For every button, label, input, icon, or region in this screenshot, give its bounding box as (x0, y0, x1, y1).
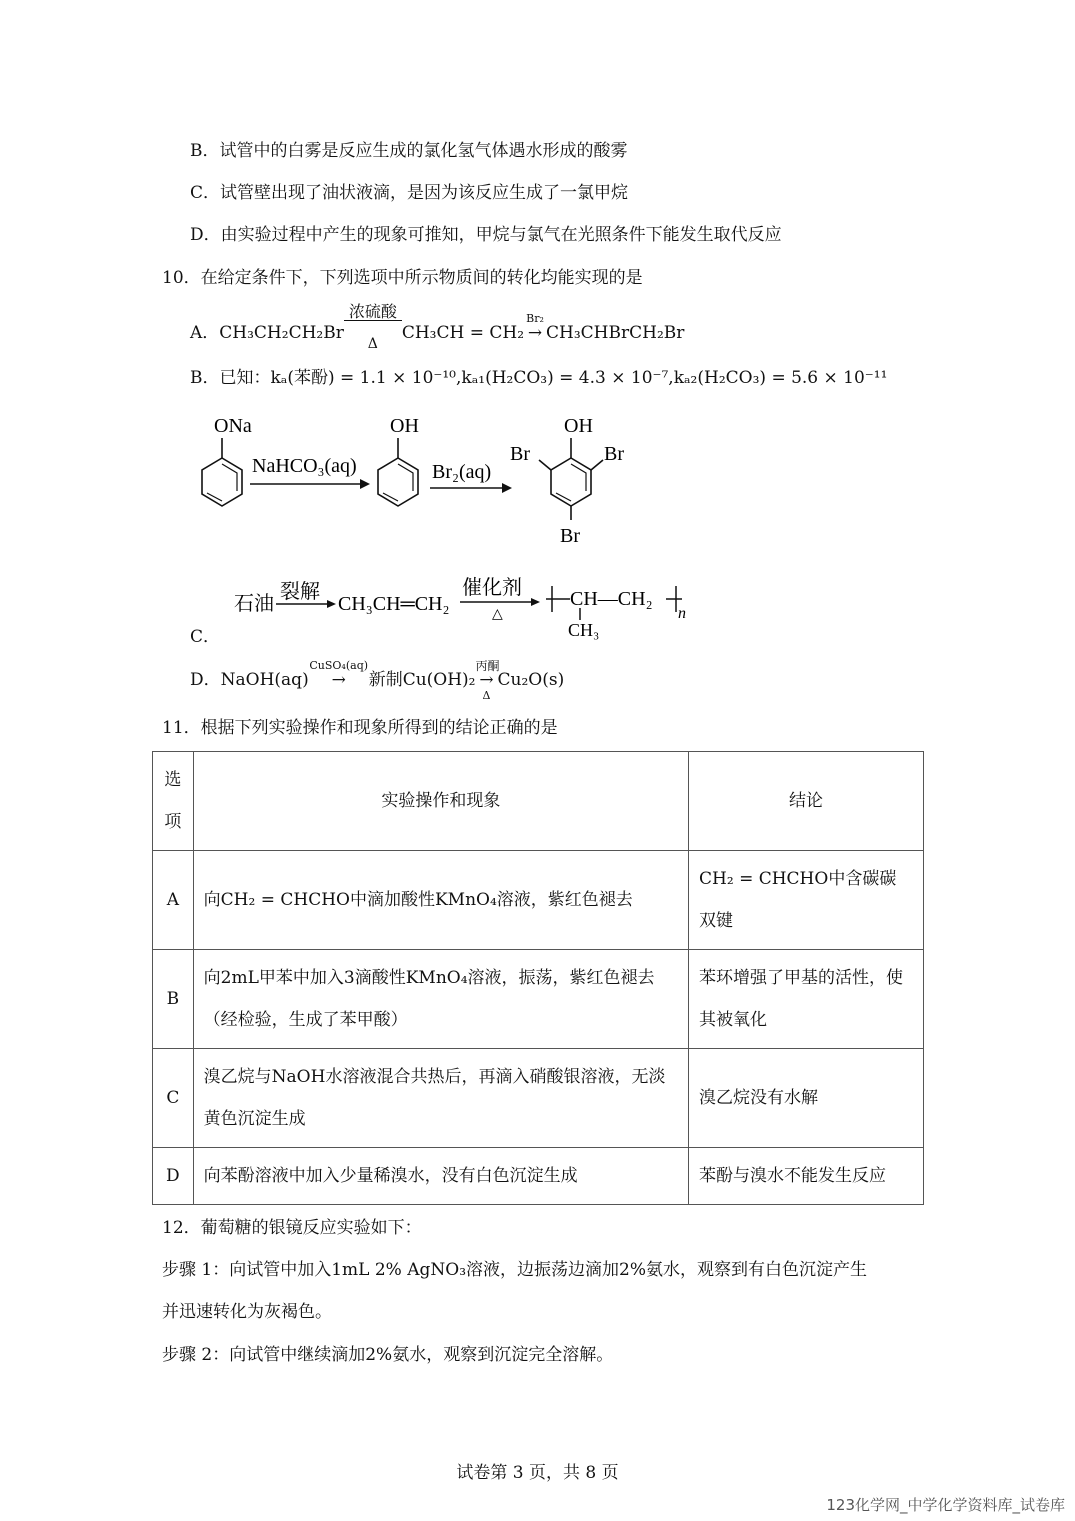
header-operation: 实验操作和现象 (193, 752, 688, 851)
c-middle: CH₃CH═CH₂ (338, 593, 450, 615)
c-polymer-sub: CH₃ (568, 620, 600, 640)
row-operation: 向苯酚溶液中加入少量稀溴水，没有白色沉淀生成 (193, 1148, 688, 1205)
c-cond2-below: △ (492, 607, 503, 622)
q10-option-c-label: C． (190, 627, 221, 647)
q10-a-arrow2: Br₂ → (524, 321, 546, 345)
row-option: B (153, 950, 194, 1049)
q10-d-label: D． (190, 670, 221, 690)
q10-option-b (190, 366, 887, 390)
q10-stem: 10．在给定条件下，下列选项中所示物质间的转化均能实现的是 (162, 268, 643, 288)
row-conclusion: 溴乙烷没有水解 (689, 1049, 924, 1148)
q10-a-arrow1 (344, 302, 402, 352)
q12-step2: 步骤 2：向试管中继续滴加2%氨水，观察到沉淀完全溶解。 (162, 1345, 614, 1365)
row-operation: 向2mL甲苯中加入3滴酸性KMnO₄溶液，振荡，紫红色褪去（经检验，生成了苯甲酸） (193, 950, 688, 1049)
row-option: D (153, 1148, 194, 1205)
sub3-right: Br (604, 443, 624, 465)
table-row (153, 851, 924, 950)
benzene-ring-1 (202, 438, 242, 506)
reagent2-label: Br₂(aq) (432, 461, 492, 483)
benzene-ring-3 (539, 438, 603, 520)
sub3-bottom: Br (560, 525, 580, 547)
q10-a-middle: CH₃CH = CH₂ (401, 323, 525, 343)
q10-c-scheme (230, 572, 700, 642)
row-option: C (153, 1049, 194, 1148)
c-polymer-main: CH—CH₂ (570, 588, 653, 610)
table-row (153, 1049, 924, 1148)
q10-a-cond1-below: Δ (367, 336, 378, 352)
q10-b-scheme (190, 408, 650, 553)
row-option: A (153, 851, 194, 950)
q9-option-c: C．试管壁出现了油状液滴，是因为该反应生成了一氯甲烷 (190, 183, 629, 203)
table-row (153, 1148, 924, 1205)
header-conclusion: 结论 (689, 752, 924, 851)
q11-table (152, 751, 924, 1205)
page-footer: 试卷第 3 页，共 8 页 (456, 1463, 619, 1483)
q10-d-cond2-below: Δ (482, 689, 491, 702)
q9-option-d: D．由实验过程中产生的现象可推知，甲烷与氯气在光照条件下能发生取代反应 (190, 225, 782, 245)
q10-a-product: CH₃CHBrCH₂Br (546, 323, 685, 343)
q10-d-arrow2: 丙酮 → Δ (476, 668, 498, 692)
q12-step1-line2: 并迅速转化为灰褐色。 (162, 1302, 332, 1322)
q10-a-reactant: CH₃CH₂CH₂Br (219, 323, 344, 343)
q10-option-a (190, 302, 685, 352)
c-cond1: 裂解 (280, 581, 320, 603)
q10-b-constants: kₐ(苯酚) = 1.1 × 10⁻¹⁰,kₐ₁(H₂CO₃) = 4.3 × 10⁻⁷,kₐ₂(H₂CO₃) = 5.6 × 10⁻¹¹ (270, 368, 888, 388)
q10-a-cond1-above: 浓硫酸 (348, 302, 397, 321)
q10-d-arrow1: CuSO₄(aq) → (309, 668, 369, 692)
q10-option-d (190, 659, 565, 702)
table-row (153, 950, 924, 1049)
row-conclusion: CH₂ = CHCHO中含碳碳双键 (689, 851, 924, 950)
c-start: 石油 (234, 593, 274, 615)
table-header-row (153, 752, 924, 851)
row-operation: 向CH₂ = CHCHO中滴加酸性KMnO₄溶液，紫红色褪去 (193, 851, 688, 950)
row-conclusion: 苯环增强了甲基的活性，使其被氧化 (689, 950, 924, 1049)
q10-d-middle: 新制Cu(OH)₂ (368, 670, 476, 690)
q9-option-b: B．试管中的白雾是反应生成的氯化氢气体遇水形成的酸雾 (190, 141, 628, 161)
benzene-ring-2 (378, 438, 418, 506)
sub3-left: Br (510, 443, 530, 465)
sub1-label: ONa (214, 415, 252, 437)
reagent1-label: NaHCO₃(aq) (252, 455, 357, 477)
watermark: 123化学网_中学化学资料库_试卷库 (826, 1496, 1065, 1514)
row-conclusion: 苯酚与溴水不能发生反应 (689, 1148, 924, 1205)
sub3-top: OH (564, 415, 593, 437)
q10-d-cond2-above: 丙酮 (475, 659, 500, 673)
q12-stem: 12．葡萄糖的银镜反应实验如下： (162, 1218, 422, 1238)
q10-a-cond2-above: Br₂ (526, 312, 544, 325)
q11-stem: 11．根据下列实验操作和现象所得到的结论正确的是 (162, 718, 558, 738)
c-cond2-above: 催化剂 (462, 577, 522, 599)
sub2-label: OH (390, 415, 419, 437)
row-operation: 溴乙烷与NaOH水溶液混合共热后，再滴入硝酸银溶液，无淡黄色沉淀生成 (193, 1049, 688, 1148)
header-option: 选 项 (153, 752, 194, 851)
q12-step1-line1: 步骤 1：向试管中加入1mL 2% AgNO₃溶液，边振荡边滴加2%氨水，观察到有白色沉淀产生 (162, 1260, 867, 1280)
q10-d-product: Cu₂O(s) (497, 670, 565, 690)
q10-d-cond1-above: CuSO₄(aq) (309, 659, 369, 672)
q10-d-reactant: NaOH(aq) (220, 670, 309, 690)
q10-b-label: B．已知： (190, 368, 271, 388)
q10-a-label: A． (190, 323, 220, 343)
c-polymer-n: n (678, 605, 686, 622)
